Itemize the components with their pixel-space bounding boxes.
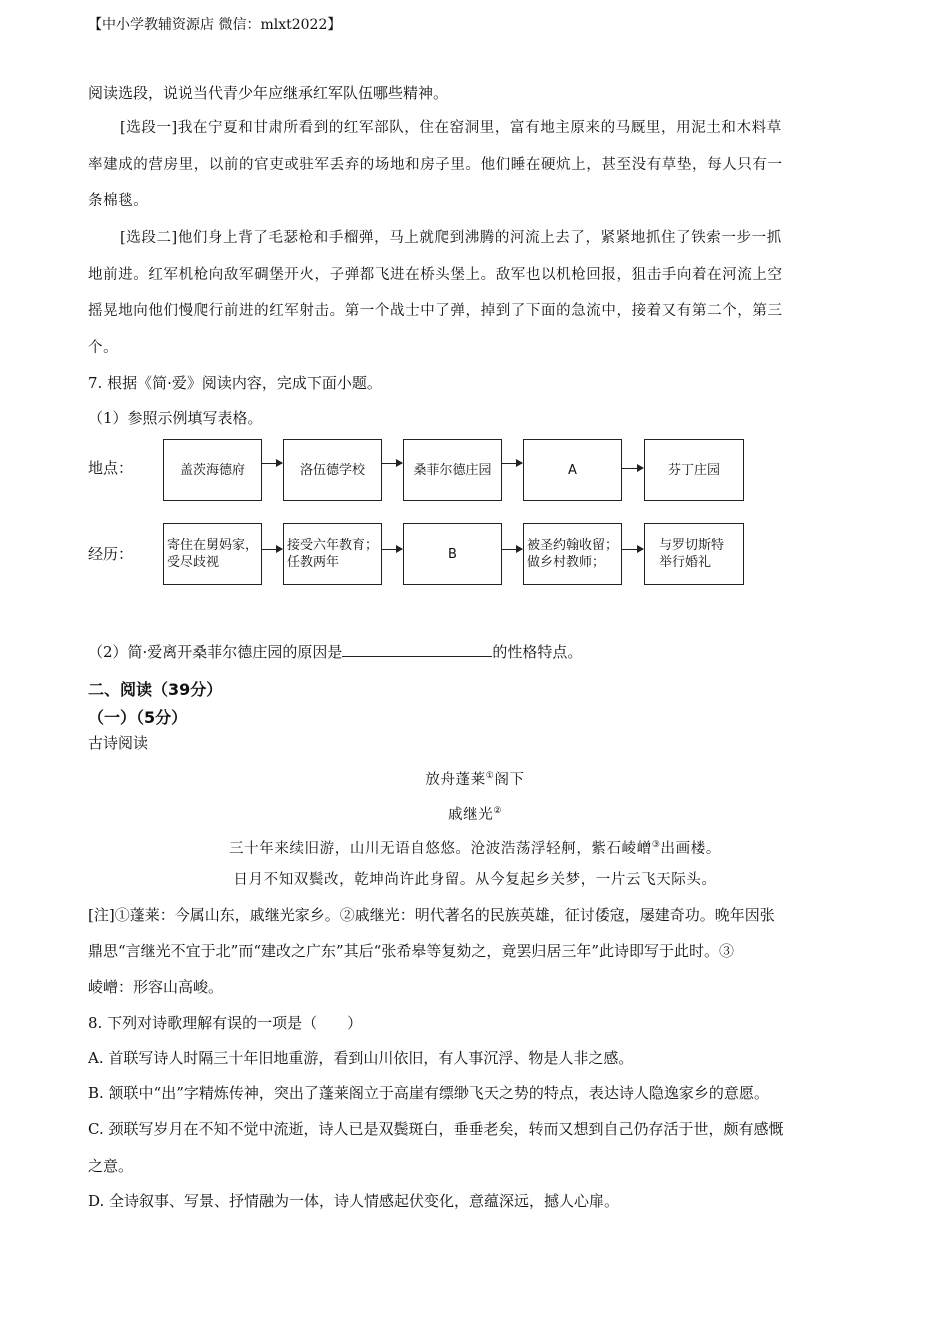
experience-box-1: 寄住在舅妈家， 受尽歧视 xyxy=(163,523,262,585)
section2-title: 二、阅读（39分） xyxy=(88,680,223,699)
place-box-3: 桑菲尔德庄园 xyxy=(403,439,502,501)
arrow-icon xyxy=(382,549,402,550)
poem-section-label: 古诗阅读 xyxy=(88,734,149,752)
passage2-line: 个。 xyxy=(88,340,119,356)
watermark-header: 【中小学教辅资源店 微信：mlxt2022】 xyxy=(88,17,342,33)
footnote-marker: ② xyxy=(493,806,502,816)
experience-box-5: 与罗切斯特 举行婚礼 xyxy=(644,523,744,585)
poem-title-b: 阁下 xyxy=(494,771,525,788)
q7-sub2 xyxy=(88,642,582,662)
arrow-icon xyxy=(622,549,643,550)
place-row-label: 地点： xyxy=(88,459,134,477)
footnote-marker: ① xyxy=(485,771,495,781)
experience-box-2: 接受六年教育； 任教两年 xyxy=(283,523,382,585)
poem-author xyxy=(0,801,950,825)
notes-line: [注]①蓬莱：今属山东，戚继光家乡。②戚继光：明代著名的民族英雄，征讨倭寇，屡建奇功。晚年因张 xyxy=(88,906,775,924)
footnote-marker: ③ xyxy=(651,840,661,850)
arrow-icon xyxy=(262,549,282,550)
poem-title-a: 放舟蓬莱 xyxy=(425,771,486,788)
arrow-icon xyxy=(502,463,522,464)
q7-title: 7. 根据《简·爱》阅读内容，完成下面小题。 xyxy=(88,374,382,392)
poem-author-name: 戚继光 xyxy=(448,806,494,823)
experience-box-4: 被圣约翰收留； 做乡村教师； xyxy=(523,523,622,585)
passage2-line: [选段二]他们身上背了毛瑟枪和手榴弹，马上就爬到沸腾的河流上去了，紧紧地抓住了铁索一步一抓 xyxy=(120,230,782,246)
experience-box-b: B xyxy=(403,523,502,585)
q7-sub1: （1）参照示例填写表格。 xyxy=(88,409,263,427)
q8-option-a[interactable]: A. 首联写诗人时隔三十年旧地重游，看到山川依旧，有人事沉浮、物是人非之感。 xyxy=(88,1049,634,1067)
section2-part1: （一）（5分） xyxy=(88,708,188,727)
arrow-icon xyxy=(262,463,282,464)
passage2-line: 地前进。红军机枪向敌军碉堡开火，子弹都飞进在桥头堡上。敌军也以机枪回报，狙击手向着在河流上空 xyxy=(88,267,783,283)
q8-title: 8. 下列对诗歌理解有误的一项是（ ） xyxy=(88,1014,363,1032)
passage1-line: 条棉毯。 xyxy=(88,193,149,209)
arrow-icon xyxy=(502,549,522,550)
notes-line: 鼎思“言继光不宜于北”而“建改之广东”其后“张希皋等复劾之，竟罢归居三年”此诗即写于此时。③ xyxy=(88,942,735,960)
place-box-2: 洛伍德学校 xyxy=(283,439,382,501)
passage1-line: 率建成的营房里，以前的官吏或驻军丢弃的场地和房子里。他们睡在硬炕上，甚至没有草垫，每人只有一 xyxy=(88,157,783,173)
place-box-a: A xyxy=(523,439,622,501)
poem-title xyxy=(0,766,950,790)
q8-option-c[interactable]: C. 颈联写岁月在不知不觉中流逝，诗人已是双鬓斑白，垂垂老矣，转而又想到自己仍存活于世，颇有感慨 xyxy=(88,1120,784,1138)
poem-line-2: 日月不知双鬓改，乾坤尚许此身留。从今复起乡关梦，一片云飞天际头。 xyxy=(233,872,717,888)
poem-line-1-a: 三十年来续旧游，山川无语自悠悠。沧波浩荡浮轻舸，紫石崚嶒 xyxy=(229,840,652,857)
q8-option-b[interactable]: B. 颔联中“出”字精炼传神，突出了蓬莱阁立于高崖有缥缈飞天之势的特点，表达诗人隐逸家乡的意愿。 xyxy=(88,1084,769,1102)
intro-question: 阅读选段，说说当代青少年应继承红军队伍哪些精神。 xyxy=(88,84,449,102)
answer-blank[interactable] xyxy=(342,642,492,657)
passage2-line: 摇晃地向他们慢爬行前进的红军射击。第一个战士中了弹，掉到了下面的急流中，接着又有第二个，第三 xyxy=(88,303,783,319)
q8-option-c-cont: 之意。 xyxy=(88,1157,134,1175)
q7-sub2-after: 的性格特点。 xyxy=(492,643,583,661)
poem-line-1 xyxy=(0,835,950,859)
arrow-icon xyxy=(382,463,402,464)
arrow-icon xyxy=(622,468,643,469)
place-box-5: 芬丁庄园 xyxy=(644,439,744,501)
experience-row-label: 经历： xyxy=(88,545,134,563)
place-box-1: 盖茨海德府 xyxy=(163,439,262,501)
notes-line: 崚嶒：形容山高峻。 xyxy=(88,978,224,996)
poem-line-1-b: 出画楼。 xyxy=(660,840,721,857)
q7-sub2-before: （2）简·爱离开桑菲尔德庄园的原因是 xyxy=(88,643,343,661)
passage1-line: [选段一]我在宁夏和甘肃所看到的红军部队，住在窑洞里，富有地主原来的马厩里，用泥土和木料草 xyxy=(120,120,782,136)
q8-option-d[interactable]: D. 全诗叙事、写景、抒情融为一体，诗人情感起伏变化，意蕴深远，撼人心扉。 xyxy=(88,1192,620,1210)
